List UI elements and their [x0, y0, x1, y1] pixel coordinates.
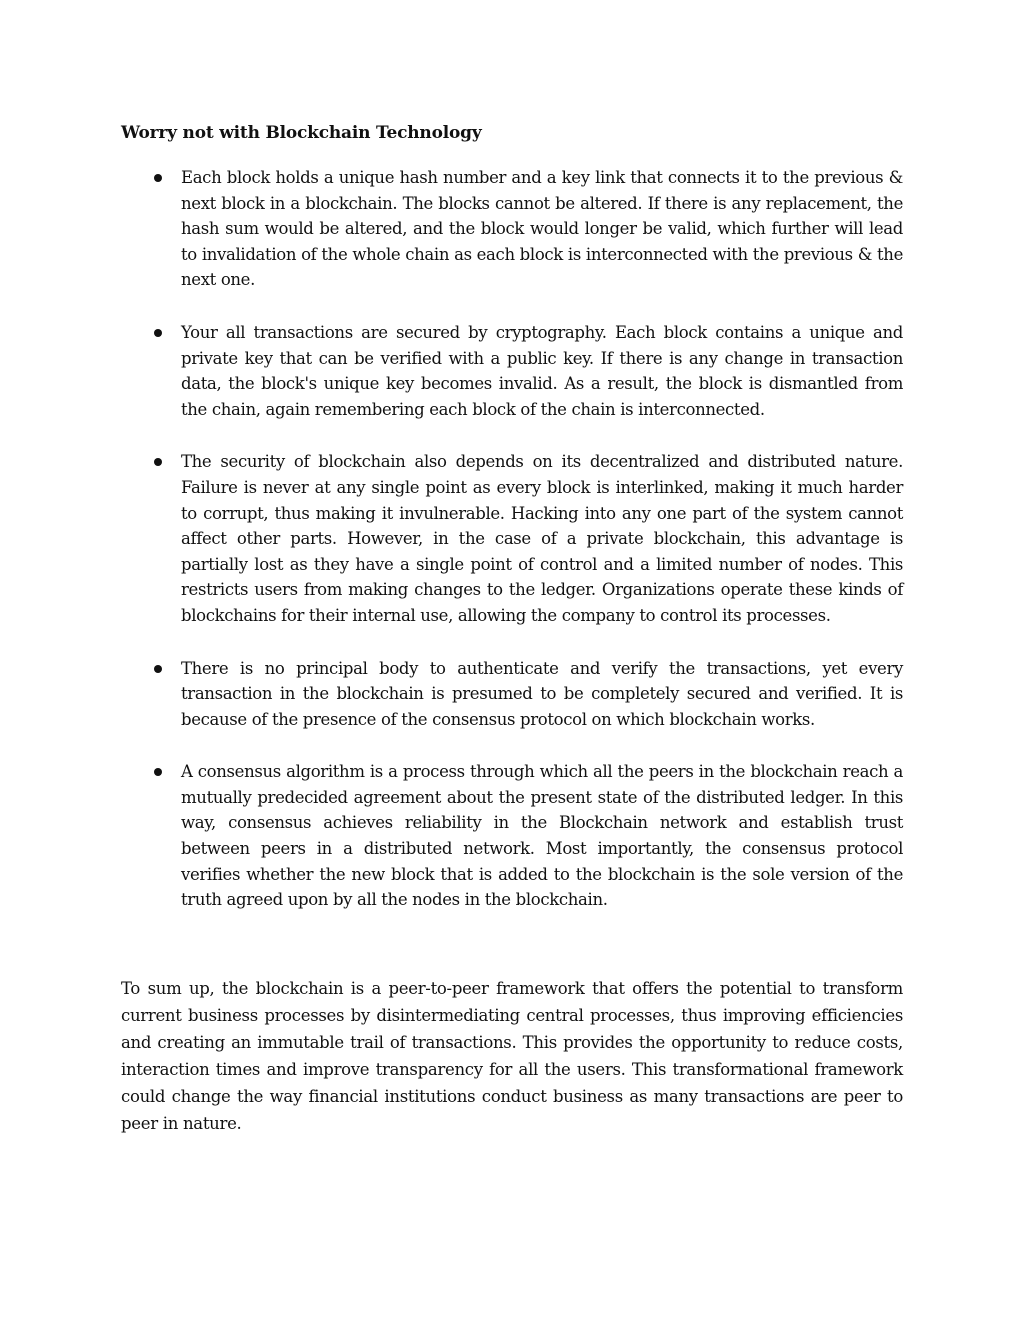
- bullet-list: [121, 165, 903, 913]
- bullet-text: A consensus algorithm is a process through which all the peers in the blockchain reach a mutually predecided agreement about the present state of the distributed ledger. In this way, consensus achieves reliability in the Blockchain network and establish trust between peers in a distributed network. Most importantly, the consensus protocol verifies whether the new block that is added to the blockchain is the sole version of the truth agreed upon by all the nodes in the blockchain.: [181, 762, 903, 910]
- bullet-icon: [154, 458, 162, 466]
- bullet-item-5: [121, 759, 903, 913]
- bullet-text: Your all transactions are secured by cryptography. Each block contains a unique and private key that can be verified with a public key. If there is any change in transaction data, the block's unique key becomes invalid. As a result, the block is dismantled from the chain, again remembering each block of the chain is interconnected.: [181, 322, 903, 419]
- bullet-item-3: [121, 449, 903, 628]
- bullet-item-4: [121, 656, 903, 733]
- bullet-icon: [154, 665, 162, 673]
- summary-paragraph: To sum up, the blockchain is a peer-to-peer framework that offers the potential to transform current business processes by disintermediating central processes, thus improving efficiencies and creating an immutable trail of transactions. This provides the opportunity to reduce costs, interaction times and improve transparency for all the users. This transformational framework could change the way financial institutions conduct business as many transactions are peer to peer in nature.: [121, 979, 903, 1133]
- bullet-text: The security of blockchain also depends on its decentralized and distributed nature. Failure is never at any single point as every block is interlinked, making it much harder to corrupt, thus making it invulnerable. Hacking into any one part of the system cannot affect other parts. However, in the case of a private blockchain, this advantage is partially lost as they have a single point of control and a limited number of nodes. This restricts users from making changes to the ledger. Organizations operate these kinds of blockchains for their internal use, allowing the company to control its processes.: [181, 452, 903, 625]
- bullet-icon: [154, 329, 162, 337]
- bullet-text: Each block holds a unique hash number and a key link that connects it to the previous & next block in a blockchain. The blocks cannot be altered. If there is any replacement, the hash sum would be altered, and the block would longer be valid, which further will lead to invalidation of the whole chain as each block is interconnected with the previous & the next one.: [181, 168, 903, 290]
- bullet-text: There is no principal body to authenticate and verify the transactions, yet every transaction in the blockchain is presumed to be completely secured and verified. It is because of the presence of the consensus protocol on which blockchain works.: [181, 658, 903, 729]
- bullet-icon: [154, 768, 162, 776]
- document-title: Worry not with Blockchain Technology: [121, 123, 482, 143]
- bullet-item-1: [121, 165, 903, 293]
- bullet-item-2: [121, 320, 903, 422]
- bullet-icon: [154, 174, 162, 182]
